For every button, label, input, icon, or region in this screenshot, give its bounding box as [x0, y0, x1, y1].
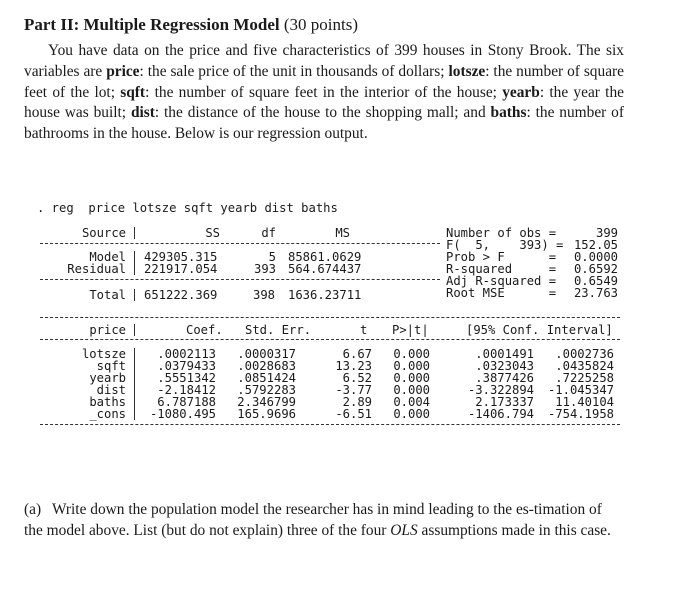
coef-cell-t: 6.52: [342, 371, 372, 385]
model-stat-label: F( 5, 393) =: [446, 238, 564, 252]
variable-name: yearb: [502, 83, 540, 101]
coef-cell-hi: .0435824: [555, 359, 614, 373]
intro-text: You have data on the price and five characteristics of 399 houses in Stony Brook. The six variables are: [24, 42, 624, 80]
intro-text: : the year the house was built;: [24, 83, 624, 122]
anova-header-df: df: [261, 226, 276, 240]
coef-cell-var: lotsze: [81, 347, 126, 361]
model-stat-value: 23.763: [573, 286, 618, 300]
coef-cell-var: dist: [96, 383, 126, 397]
coef-cell-var: baths: [89, 395, 126, 409]
section-heading: [24, 15, 358, 35]
anova-cell-ms: 85861.0629: [288, 250, 362, 264]
coef-cell-p: 0.000: [393, 371, 430, 385]
coef-cell-lo: .0323043: [475, 359, 534, 373]
coef-cell-se: .0028683: [237, 359, 296, 373]
question-a: [24, 499, 624, 541]
model-stat-label: Adj R-squared =: [446, 274, 557, 288]
coef-cell-se: .0000317: [237, 347, 296, 361]
section-points: (30 points): [283, 15, 358, 34]
variable-name: sqft: [120, 83, 146, 101]
model-stat-label: R-squared =: [446, 262, 557, 276]
coef-cell-var: yearb: [89, 371, 126, 385]
coef-header-ci: [95% Conf. Interval]: [466, 323, 613, 337]
anova-divider-bottom: [40, 279, 440, 280]
coef-row: [40, 408, 620, 420]
model-stat: [446, 287, 618, 299]
coef-cell-p: 0.004: [393, 395, 430, 409]
intro-text: : the number of square feet of the lot;: [24, 62, 624, 101]
coef-cell-coef: -2.18412: [157, 383, 216, 397]
anova-total-df: 398: [253, 288, 276, 302]
ols-term: OLS: [390, 522, 418, 539]
coef-cell-hi: -754.1958: [547, 407, 614, 421]
intro-text: : the number of square feet in the interior of the house;: [145, 83, 503, 101]
coef-header-se: Std. Err.: [245, 323, 312, 337]
coef-cell-lo: -3.322894: [467, 383, 534, 397]
anova-row: [40, 263, 440, 275]
coef-cell-hi: .7225258: [555, 371, 614, 385]
coef-divider-top: [40, 317, 620, 318]
coef-divider-middle: [40, 339, 620, 340]
coef-cell-var: _cons: [89, 407, 126, 421]
coef-cell-t: -3.77: [335, 383, 372, 397]
model-stat-label: Root MSE =: [446, 286, 557, 300]
anova-total-row: [40, 289, 440, 301]
coef-cell-p: 0.000: [393, 347, 430, 361]
intro-text: : the sale price of the unit in thousands of dollars;: [139, 62, 449, 80]
anova-cell-ss: 221917.054: [144, 262, 218, 276]
question-a-text-pre: Write down the population model the researcher has in mind leading to the es-timation of the model above. List (but do not explain) three of the four: [24, 501, 602, 539]
model-stat-value: 152.05: [573, 238, 618, 252]
anova-table: [40, 227, 440, 307]
anova-total-source: Total: [89, 288, 126, 302]
coef-cell-se: 165.9696: [237, 407, 296, 421]
anova-vbar-body: [134, 251, 135, 275]
coef-cell-p: 0.000: [393, 383, 430, 397]
coef-header-t: t: [360, 323, 368, 337]
anova-divider-top: [40, 243, 440, 244]
anova-cell-ms: 564.674437: [288, 262, 362, 276]
coef-cell-coef: .5551342: [157, 371, 216, 385]
regression-output: [40, 226, 620, 421]
coef-vbar-header: [134, 324, 135, 336]
anova-total-ss: 651222.369: [144, 288, 218, 302]
coef-cell-se: .5792283: [237, 383, 296, 397]
coef-header-coef: Coef.: [186, 323, 223, 337]
coef-cell-lo: -1406.794: [467, 407, 534, 421]
variable-name: dist: [130, 104, 155, 122]
coef-cell-hi: -1.045347: [547, 383, 614, 397]
anova-header-source: Source: [81, 226, 126, 240]
section-title: Part II: Multiple Regression Model: [24, 15, 280, 34]
anova-rows: [40, 251, 440, 275]
variable-name: lotsze: [448, 62, 486, 80]
coef-cell-p: 0.000: [393, 407, 430, 421]
anova-header-ss: SS: [205, 226, 220, 240]
question-a-text: [24, 501, 611, 539]
coef-cell-coef: 6.787188: [157, 395, 216, 409]
anova-vbar-header: [134, 227, 135, 239]
anova-vbar-total: [134, 289, 135, 301]
anova-total-ms: 1636.23711: [288, 288, 362, 302]
intro-text: : the distance of the house to the shopping mall; and: [154, 104, 491, 122]
coef-cell-p: 0.000: [393, 359, 430, 373]
question-a-text-post: assumptions made in this case.: [417, 522, 611, 539]
coef-cell-coef: .0002113: [157, 347, 216, 361]
coef-cell-lo: .0001491: [475, 347, 534, 361]
anova-cell-source: Model: [89, 250, 126, 264]
coef-cell-t: 6.67: [342, 347, 372, 361]
coef-cell-t: 13.23: [335, 359, 372, 373]
coef-header-row: [40, 324, 620, 336]
anova-cell-df: 393: [253, 262, 276, 276]
coef-cell-hi: 11.40104: [555, 395, 614, 409]
coef-table: [40, 315, 620, 427]
coef-cell-lo: .3877426: [475, 371, 534, 385]
coef-cell-coef: -1080.495: [149, 407, 216, 421]
anova-cell-ss: 429305.315: [144, 250, 218, 264]
coef-cell-var: sqft: [96, 359, 126, 373]
variable-name: baths: [490, 104, 527, 122]
anova-header-ms: MS: [335, 226, 350, 240]
coef-header-var: price: [89, 323, 126, 337]
coef-cell-t: 2.89: [342, 395, 372, 409]
anova-cell-source: Residual: [67, 262, 126, 276]
model-stat-label: Prob > F =: [446, 250, 557, 264]
model-stats: [446, 227, 618, 299]
coef-cell-lo: 2.173337: [475, 395, 534, 409]
coef-cell-se: 2.346799: [237, 395, 296, 409]
model-stat-label: Number of obs =: [446, 226, 557, 240]
coef-cell-coef: .0379433: [157, 359, 216, 373]
coef-cell-se: .0851424: [237, 371, 296, 385]
anova-header-row: [40, 227, 440, 239]
model-stat-value: 399: [595, 226, 618, 240]
stata-command: . reg price lotsze sqft yearb dist baths: [37, 201, 338, 215]
coef-rows: [40, 348, 620, 420]
intro-text: : the number of bathrooms in the house. Below is our regression output.: [24, 104, 624, 143]
coef-header-p: P>|t|: [392, 323, 429, 337]
model-stat-value: 0.6592: [573, 262, 618, 276]
coef-vbar-body: [134, 348, 135, 420]
model-stat-value: 0.6549: [573, 274, 618, 288]
intro-paragraph: [24, 41, 624, 145]
coef-divider-bottom: [40, 424, 620, 425]
question-a-label: (a): [24, 501, 42, 518]
coef-cell-hi: .0002736: [555, 347, 614, 361]
variable-name: price: [106, 62, 140, 80]
coef-cell-t: -6.51: [335, 407, 372, 421]
model-stat-value: 0.0000: [573, 250, 618, 264]
anova-cell-df: 5: [268, 250, 276, 264]
